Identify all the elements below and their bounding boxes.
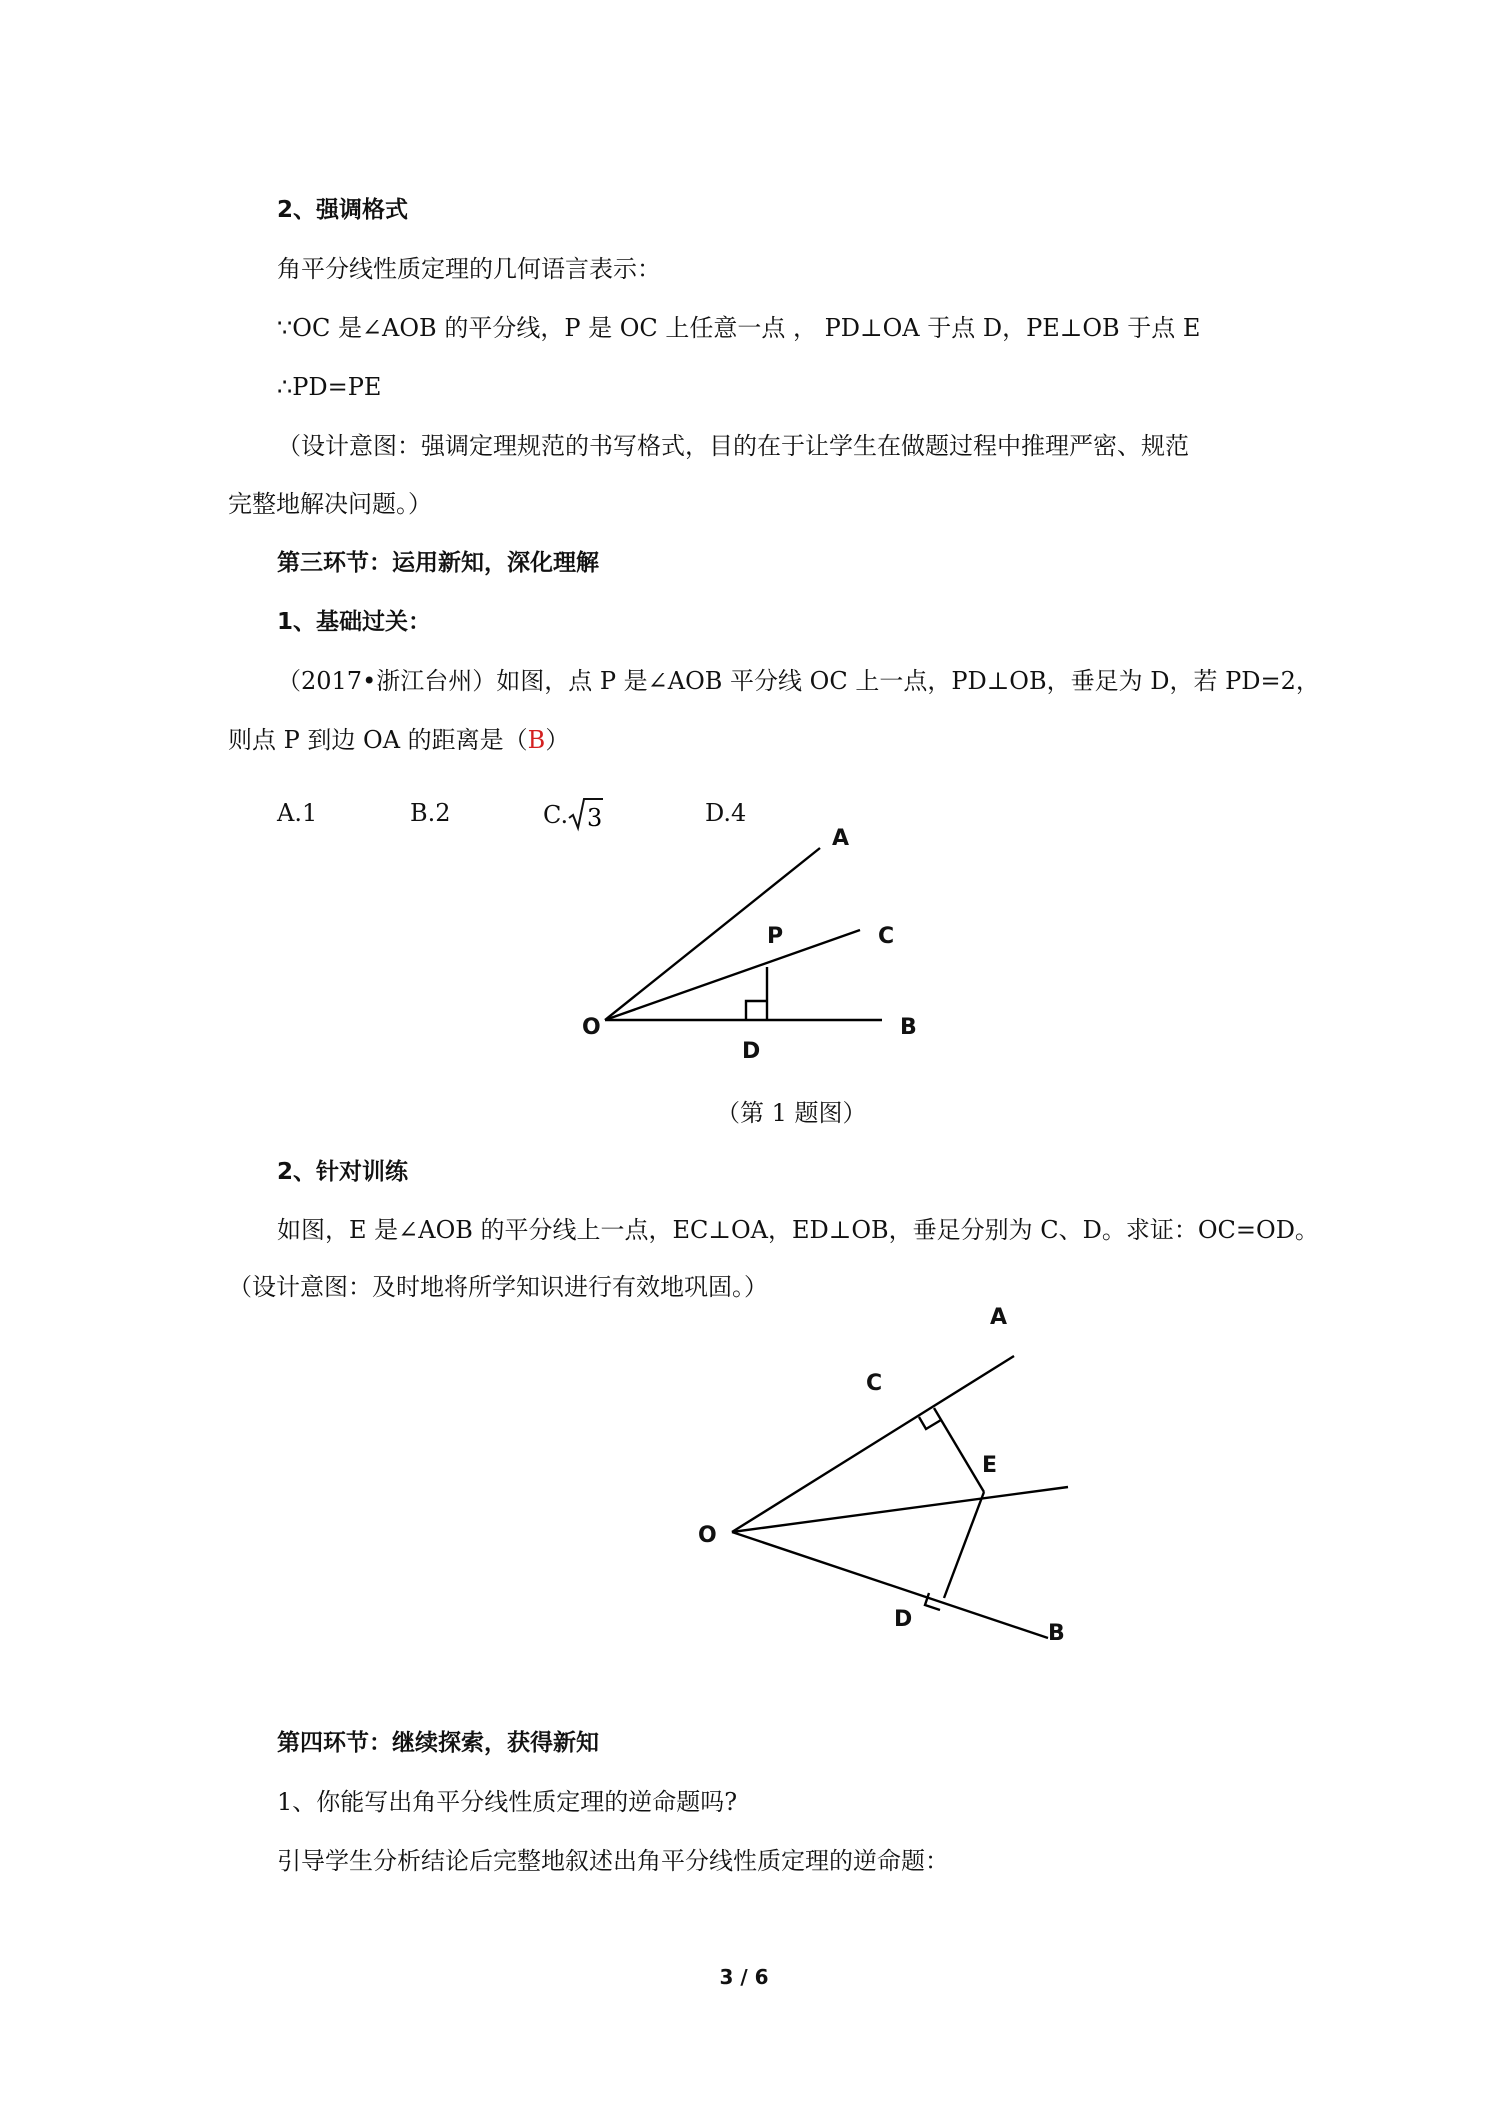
option-d: D.4 bbox=[705, 799, 747, 827]
ray-oc bbox=[605, 930, 860, 1020]
option-c: C. 3 bbox=[543, 796, 604, 832]
stage4-question: 1、你能写出角平分线性质定理的逆命题吗? bbox=[277, 1788, 738, 1816]
design-note-line-1: （设计意图：强调定理规范的书写格式，目的在于让学生在做题过程中推理严密、规范 bbox=[277, 432, 1189, 460]
figure-1-caption: （第 1 题图） bbox=[716, 1099, 867, 1127]
label-o: O bbox=[698, 1523, 717, 1548]
basic-heading: 1、基础过关： bbox=[277, 609, 432, 635]
design-note-line-2: 完整地解决问题。） bbox=[228, 490, 432, 518]
targeted-problem: 如图，E 是∠AOB 的平分线上一点，EC⊥OA，ED⊥OB，垂足分别为 C、D。求证：OC=OD。 bbox=[277, 1216, 1319, 1244]
figure-1 bbox=[560, 810, 940, 1064]
label-o: O bbox=[582, 1015, 601, 1040]
answer-text: B bbox=[527, 726, 546, 754]
stage4-guide: 引导学生分析结论后完整地叙述出角平分线性质定理的逆命题： bbox=[277, 1847, 949, 1875]
page-number: 3 / 6 bbox=[719, 1965, 769, 1989]
option-a: A.1 bbox=[277, 799, 318, 827]
label-b: B bbox=[900, 1015, 917, 1040]
label-d: D bbox=[894, 1607, 913, 1632]
label-a: A bbox=[990, 1305, 1008, 1330]
segment-ed bbox=[944, 1492, 984, 1598]
right-angle-mark bbox=[746, 1001, 767, 1020]
ray-ob bbox=[732, 1532, 1048, 1638]
label-b: B bbox=[1048, 1621, 1065, 1646]
ray-oe bbox=[732, 1487, 1068, 1532]
label-d: D bbox=[742, 1039, 761, 1064]
segment-ec bbox=[934, 1408, 984, 1492]
label-c: C bbox=[878, 924, 895, 949]
targeted-design-note: （设计意图：及时地将所学知识进行有效地巩固。） bbox=[228, 1273, 768, 1301]
heading-emphasize-format: 2、强调格式 bbox=[277, 197, 409, 223]
label-a: A bbox=[832, 826, 850, 851]
stage3-heading: 第三环节：运用新知，深化理解 bbox=[277, 550, 599, 576]
right-angle-mark-c bbox=[919, 1417, 941, 1429]
question-line-1: （2017•浙江台州）如图，点 P 是∠AOB 平分线 OC 上一点，PD⊥OB，垂足为 D，若 PD=2， bbox=[277, 667, 1320, 695]
svg-text:3: 3 bbox=[587, 804, 603, 832]
intro-line: 角平分线性质定理的几何语言表示： bbox=[277, 255, 661, 283]
label-p: P bbox=[767, 924, 784, 949]
conclusion-line: ∴PD=PE bbox=[277, 373, 382, 401]
figure-2 bbox=[690, 1300, 1110, 1660]
given-line: ∵OC 是∠AOB 的平分线，P 是 OC 上任意一点 ， PD⊥OA 于点 D，PE⊥OB 于点 E bbox=[277, 314, 1201, 342]
label-c: C bbox=[866, 1371, 883, 1396]
targeted-heading: 2、针对训练 bbox=[277, 1159, 409, 1185]
option-b: B.2 bbox=[410, 799, 451, 827]
stage4-heading: 第四环节：继续探索，获得新知 bbox=[277, 1730, 599, 1756]
label-e: E bbox=[982, 1453, 998, 1478]
question-line-2: 则点 P 到边 OA 的距离是（B） bbox=[228, 726, 570, 754]
ray-oa bbox=[605, 848, 820, 1020]
